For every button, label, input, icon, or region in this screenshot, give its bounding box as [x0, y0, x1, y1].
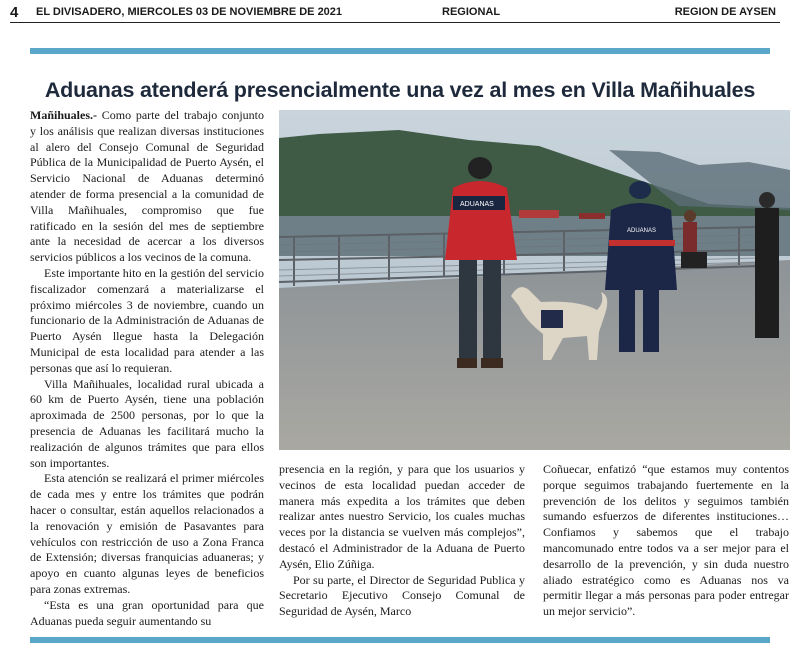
paragraph: Villa Mañihuales, localidad rural ubicada a 60 km de Puerto Aysén, tiene una población aproximada de 2500 personas, por lo que la presencia de Aduanas les facilitará mucho la realización de algunos trámites que para ellos son importantes.	[30, 376, 264, 470]
page-header	[8, 2, 792, 24]
article-column-3	[543, 462, 789, 620]
region-name: REGION DE AYSEN	[674, 6, 776, 18]
paper-date: EL DIVISADERO, MIERCOLES 03 DE NOVIEMBRE DE 2021	[36, 6, 343, 18]
top-accent-bar	[30, 48, 770, 54]
paragraph: Mañihuales.- Como parte del trabajo conjunto y los análisis que realizan diversas instituciones al alero del Consejo Comunal de Seguridad Pública de la Municipalidad de Puerto Aysén, el Servicio Nacional de Aduanas determinó atender de forma presencial a la comunidad de Villa Mañihuales, compromiso que fue ratificado en la sesión del mes de septiembre ante la necesidad de acercar a los diversos servicios públicos a los vecinos de la comuna.	[30, 108, 264, 265]
article-photo	[279, 110, 790, 450]
article-title: Aduanas atenderá presencialmente una vez al mes en Villa Mañihuales	[44, 78, 756, 103]
section-name: REGIONAL	[442, 6, 501, 18]
paragraph: Coñuecar, enfatizó “que estamos muy contentos porque seguimos trabajando fuertemente en la prevención de los delitos y seguimos también sumando esfuerzos de diferentes instituciones… Confiamos y sabemos que el trabajo mancomunado entre todos va a ser mejor para el desarrollo de la prevención, y sin duda nuestro aliado estratégico como es Aduanas nos va permitir llegar a más personas para poder entregar un mejor servicio”.	[543, 462, 789, 619]
page-number: 4	[10, 4, 19, 21]
paragraph: Por su parte, el Director de Seguridad Publica y Secretario Ejecutivo Consejo Comunal de Seguridad de Aysén, Marco	[279, 572, 525, 619]
article-column-2	[279, 462, 525, 620]
svg-text:ADUANAS: ADUANAS	[460, 201, 494, 208]
paragraph: presencia en la región, y para que los usuarios y vecinos de esta localidad puedan acceder de manera más expedita a los trámites que deben realizar antes nuestro Servicio, los cuales muchas veces por la distancia se vuelven más complejos”, destacó el Administrador de la Aduana de Puerto Aysén, Elio Zúñiga.	[279, 462, 525, 571]
bottom-accent-bar	[30, 637, 770, 643]
dateline: Mañihuales.-	[30, 108, 98, 122]
svg-text:ADUANAS: ADUANAS	[627, 228, 657, 234]
header-rule	[10, 22, 780, 23]
paragraph: Este importante hito en la gestión del servicio fiscalizador comenzará a materializarse el próximo miércoles 3 de noviembre, cuando un funcionario de la Administración de Aduanas de Puerto Aysén llegue hasta la Delegación Municipal de esta localidad para atender a las personas que así lo requieran.	[30, 265, 264, 375]
article-column-1	[30, 108, 264, 629]
paragraph: Esta atención se realizará el primer miércoles de cada mes y entre los trámites que podrán hacer o consultar, están aquellos relacionados a la renovación y emisión de Pasavantes para vehículos con restricción de uso a Zona Franca de Extensión; diversas franquicias aduaneras; y apoyo en cuanto algunas leyes de beneficios para zonas extremas.	[30, 471, 264, 596]
paragraph: “Esta es una gran oportunidad para que Aduanas pueda seguir aumentando su	[30, 597, 264, 628]
customs-officers-with-dog-photo	[279, 110, 790, 450]
